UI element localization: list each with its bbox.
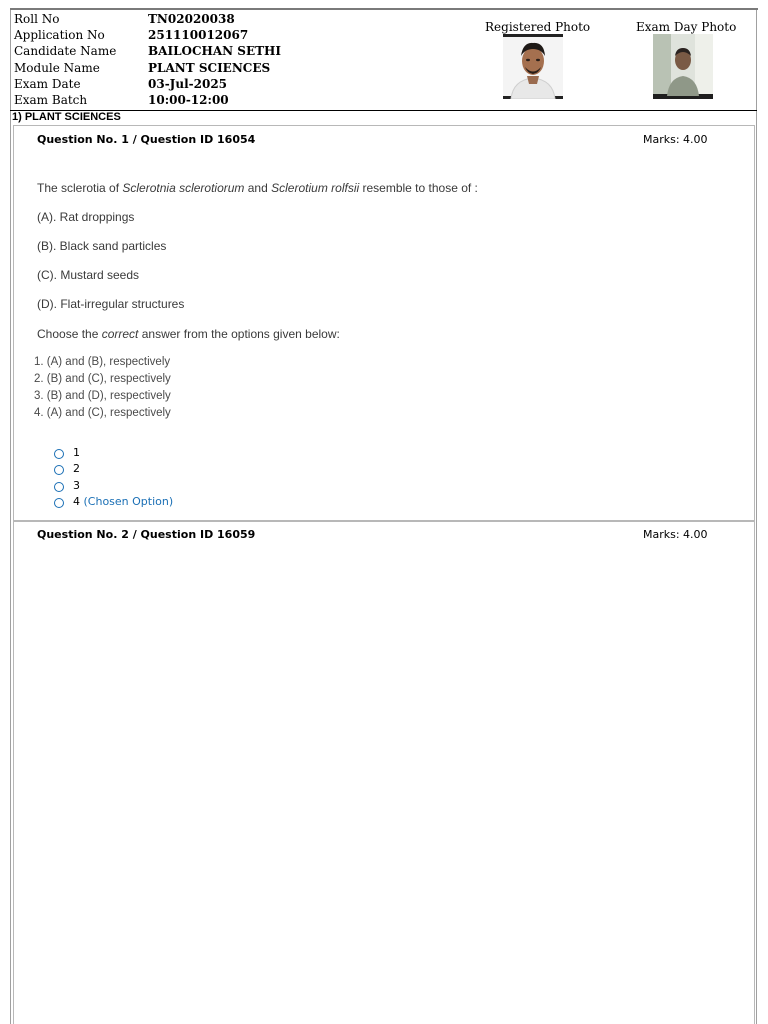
statement-b: (B). Black sand particles xyxy=(37,239,167,253)
chosen-option-indicator: (Chosen Option) xyxy=(83,495,174,508)
stem-prefix: The sclerotia of xyxy=(37,181,123,195)
application-no-label: Application No xyxy=(14,28,105,42)
section-title: 1) PLANT SCIENCES xyxy=(12,111,121,123)
answer-label-4 xyxy=(73,495,173,508)
statement-c: (C). Mustard seeds xyxy=(37,268,140,282)
application-no-value: 251110012067 xyxy=(148,28,249,42)
sub-option-2: 2. (B) and (C), respectively xyxy=(34,373,171,385)
candidate-name-value: BAILOCHAN SETHI xyxy=(148,44,281,58)
module-name-value: PLANT SCIENCES xyxy=(148,61,271,75)
question-1-title: Question No. 1 / Question ID 16054 xyxy=(37,133,256,146)
sub-option-4: 4. (A) and (C), respectively xyxy=(34,407,171,419)
exam-date-value: 03-Jul-2025 xyxy=(148,77,228,91)
roll-no-value: TN02020038 xyxy=(148,12,235,26)
question-1-stem xyxy=(37,181,478,195)
question-1-instruction xyxy=(37,327,340,341)
instruction-prefix: Choose the xyxy=(37,327,102,341)
instruction-italic: correct xyxy=(101,327,139,341)
stem-suffix: resemble to those of : xyxy=(359,181,478,195)
registered-photo xyxy=(503,34,563,99)
question-1-marks: Marks: 4.00 xyxy=(643,133,708,146)
answer-radio-2[interactable] xyxy=(54,465,64,475)
answer-radio-4[interactable] xyxy=(54,498,64,508)
statement-d: (D). Flat-irregular structures xyxy=(37,297,185,311)
exam-day-photo-caption: Exam Day Photo xyxy=(636,20,737,34)
candidate-name-label: Candidate Name xyxy=(14,44,117,58)
answer-label-2: 2 xyxy=(73,462,80,475)
sub-option-1: 1. (A) and (B), respectively xyxy=(34,356,171,368)
exam-batch-value: 10:00-12:00 xyxy=(148,93,229,107)
sub-option-3: 3. (B) and (D), respectively xyxy=(34,390,171,402)
exam-batch-label: Exam Batch xyxy=(14,93,88,107)
exam-date-label: Exam Date xyxy=(14,77,81,91)
roll-no-label: Roll No xyxy=(14,12,60,26)
question-2-box xyxy=(13,521,755,1024)
statement-a: (A). Rat droppings xyxy=(37,210,135,224)
module-name-label: Module Name xyxy=(14,61,100,75)
answer-radio-1[interactable] xyxy=(54,449,64,459)
instruction-suffix: answer from the options given below: xyxy=(138,327,340,341)
answer-label-4-number: 4 xyxy=(73,495,80,508)
question-2-marks: Marks: 4.00 xyxy=(643,528,708,541)
answer-label-3: 3 xyxy=(73,479,80,492)
header-divider xyxy=(10,110,757,111)
answer-label-1: 1 xyxy=(73,446,80,459)
stem-species-1: Sclerotnia sclerotiorum xyxy=(122,181,245,195)
exam-day-photo xyxy=(653,34,713,99)
stem-species-2: Sclerotium rolfsii xyxy=(271,181,360,195)
question-2-title: Question No. 2 / Question ID 16059 xyxy=(37,528,256,541)
answer-radio-3[interactable] xyxy=(54,482,64,492)
registered-photo-caption: Registered Photo xyxy=(485,20,591,34)
stem-middle: and xyxy=(244,181,272,195)
